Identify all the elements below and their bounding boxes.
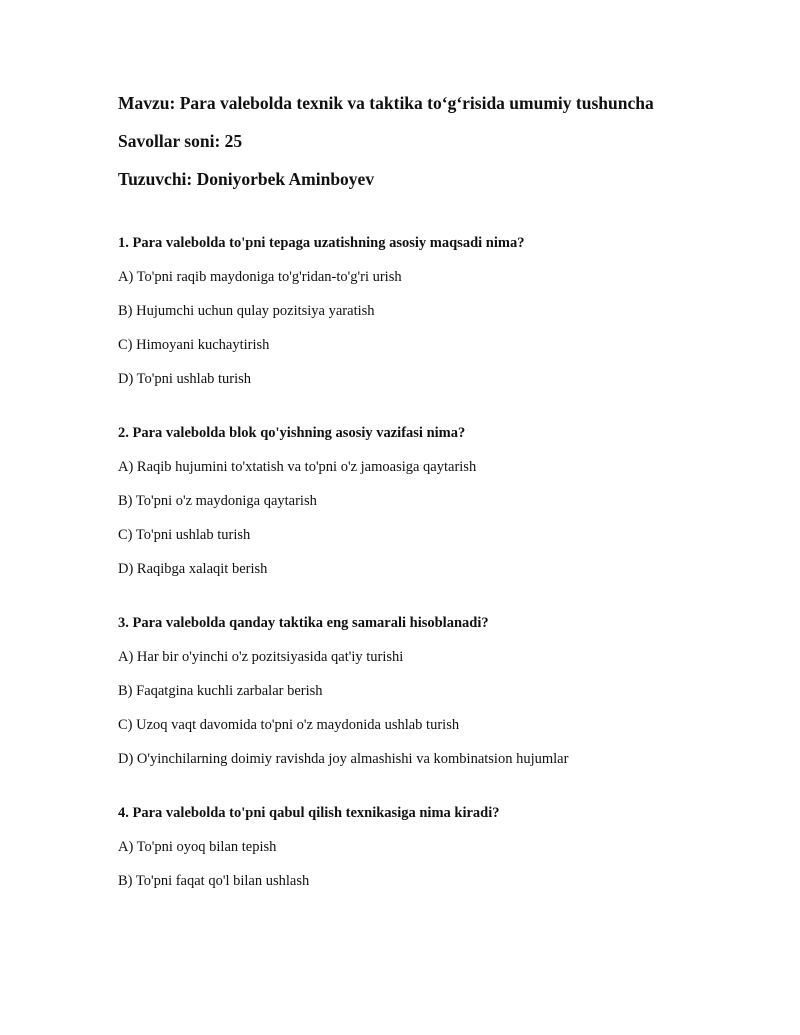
document-topic: Mavzu: Para valebolda texnik va taktika to‘g‘risida umumiy tushuncha xyxy=(118,93,654,113)
answer-option-d: D) O'yinchilarning doimiy ravishda joy almashishi va kombinatsion hujumlar xyxy=(118,751,569,767)
answer-option-a: A) Har bir o'yinchi o'z pozitsiyasida qat'iy turishi xyxy=(118,649,404,665)
answer-option-d: D) Raqibga xalaqit berish xyxy=(118,561,268,577)
question-4 xyxy=(118,804,758,890)
answer-option-a: A) To'pni oyoq bilan tepish xyxy=(118,839,277,855)
answer-option-c: C) Uzoq vaqt davomida to'pni o'z maydonida ushlab turish xyxy=(118,717,460,733)
question-2 xyxy=(118,424,758,578)
question-text: 3. Para valebolda qanday taktika eng samarali hisoblanadi? xyxy=(118,615,489,631)
answer-option-b: B) Hujumchi uchun qulay pozitsiya yaratish xyxy=(118,303,375,319)
answer-option-b: B) To'pni faqat qo'l bilan ushlash xyxy=(118,873,310,889)
answer-option-c: C) To'pni ushlab turish xyxy=(118,527,251,543)
answer-option-b: B) To'pni o'z maydoniga qaytarish xyxy=(118,493,317,509)
question-1 xyxy=(118,234,758,388)
answer-option-b: B) Faqatgina kuchli zarbalar berish xyxy=(118,683,323,699)
question-count: Savollar soni: 25 xyxy=(118,131,243,151)
answer-option-c: C) Himoyani kuchaytirish xyxy=(118,337,270,353)
question-text: 1. Para valebolda to'pni tepaga uzatishning asosiy maqsadi nima? xyxy=(118,235,525,251)
question-3 xyxy=(118,614,758,768)
document-author: Tuzuvchi: Doniyorbek Aminboyev xyxy=(118,169,375,189)
question-text: 4. Para valebolda to'pni qabul qilish texnikasiga nima kiradi? xyxy=(118,805,500,821)
answer-option-d: D) To'pni ushlab turish xyxy=(118,371,252,387)
answer-option-a: A) To'pni raqib maydoniga to'g'ridan-to'g'ri urish xyxy=(118,269,402,285)
answer-option-a: A) Raqib hujumini to'xtatish va to'pni o'z jamoasiga qaytarish xyxy=(118,459,477,475)
question-list xyxy=(118,234,758,890)
question-text: 2. Para valebolda blok qo'yishning asosiy vazifasi nima? xyxy=(118,425,466,441)
document-page xyxy=(118,92,758,926)
